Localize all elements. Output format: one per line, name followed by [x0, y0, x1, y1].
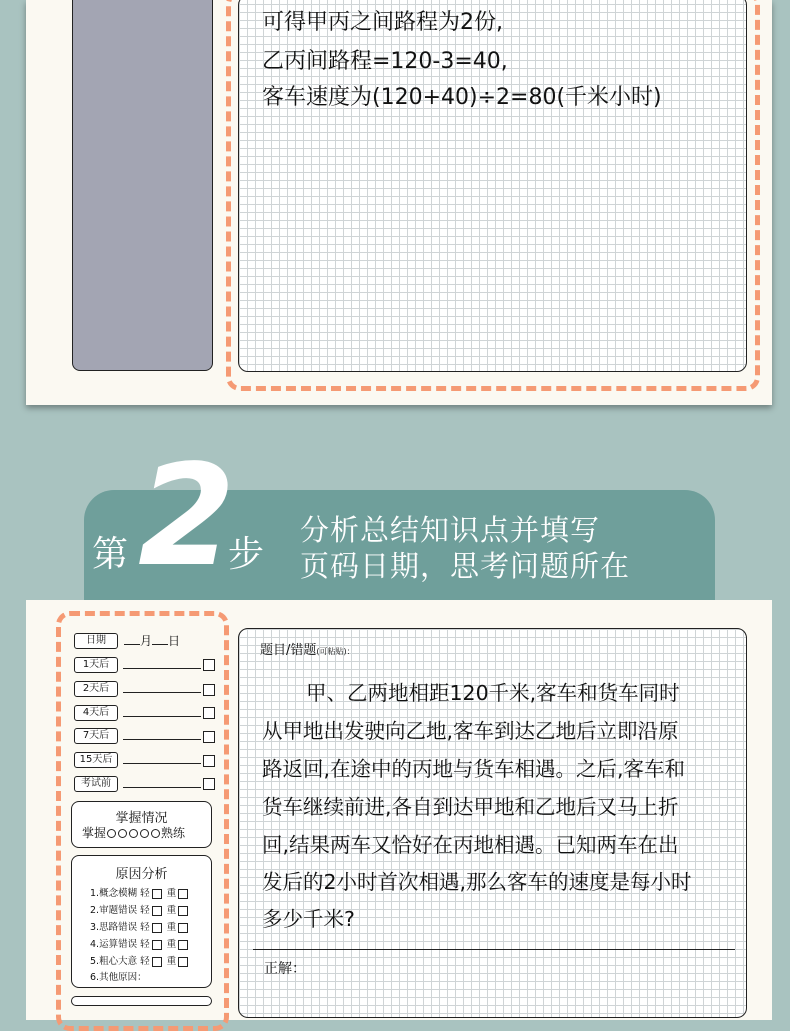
question-line-2: 从甲地出发驶向乙地,客车到达乙地后立即沿原 — [262, 719, 679, 743]
cause-label-4: 4.运算错误 — [90, 939, 138, 950]
heavy-label: 重 — [166, 956, 177, 967]
review-label-1: 1天后 — [74, 657, 118, 673]
cause-heavy-checkbox-3[interactable] — [178, 923, 188, 933]
mastery-scale — [82, 824, 185, 841]
step-text-line-2: 页码日期，思考问题所在 — [300, 549, 631, 583]
step-number: 2 — [138, 435, 236, 598]
solution-line-2: 乙丙间路程=120-3=40, — [262, 49, 508, 74]
date-field[interactable] — [124, 632, 180, 649]
day-label: 日 — [168, 634, 181, 648]
review-line-2[interactable] — [123, 692, 201, 693]
cause-heavy-checkbox-1[interactable] — [178, 889, 188, 899]
cause-row-5 — [90, 953, 190, 967]
question-line-4: 货车继续前进,各自到达甲地和乙地后又马上折 — [262, 795, 679, 819]
review-line-6[interactable] — [123, 787, 201, 788]
solution-line-3: 客车速度为(120+40)÷2=80(千米小时) — [262, 85, 662, 110]
review-line-1[interactable] — [123, 668, 201, 669]
review-checkbox-2[interactable] — [203, 684, 215, 696]
question-line-7: 多少千米? — [262, 907, 355, 931]
cause-heavy-checkbox-4[interactable] — [178, 940, 188, 950]
cause-label-3: 3.思路错误 — [90, 922, 138, 933]
answer-label: 正解： — [264, 961, 306, 977]
cause-light-checkbox-3[interactable] — [152, 923, 162, 933]
review-checkbox-5[interactable] — [203, 755, 215, 767]
sidebar-panel-top — [72, 0, 213, 371]
mastery-high-label: 熟练 — [161, 826, 186, 840]
heavy-label: 重 — [166, 888, 177, 899]
review-label-5: 15天后 — [74, 752, 118, 768]
heavy-label: 重 — [166, 922, 177, 933]
mastery-radio-3[interactable] — [129, 829, 138, 838]
question-line-1: 甲、乙两地相距120千米,客车和货车同时 — [306, 681, 680, 705]
next-panel-edge — [71, 996, 212, 1006]
review-line-5[interactable] — [123, 763, 201, 764]
mastery-title: 掌握情况 — [115, 811, 168, 826]
mastery-radio-2[interactable] — [118, 829, 127, 838]
light-label: 轻 — [140, 905, 150, 916]
review-label-6: 考试前 — [74, 776, 118, 792]
light-label: 轻 — [140, 956, 150, 967]
question-header-label: 题目/错题 — [260, 643, 317, 658]
answer-divider — [253, 949, 735, 950]
light-label: 轻 — [140, 922, 150, 933]
review-checkbox-1[interactable] — [203, 659, 215, 671]
light-label: 轻 — [140, 939, 150, 950]
mastery-panel — [71, 801, 212, 848]
cause-row-4 — [90, 936, 190, 950]
mastery-radio-1[interactable] — [107, 829, 116, 838]
review-checkbox-4[interactable] — [203, 731, 215, 743]
question-line-5: 回,结果两车又恰好在丙地相遇。已知两车在出 — [262, 833, 679, 857]
question-line-3: 路返回,在途中的丙地与货车相遇。之后,客车和 — [262, 757, 686, 781]
question-header — [260, 639, 355, 658]
step-text-line-1: 分析总结知识点并填写 — [300, 513, 601, 547]
review-label-2: 2天后 — [74, 681, 118, 697]
cause-light-checkbox-5[interactable] — [152, 957, 162, 967]
cause-light-checkbox-1[interactable] — [152, 889, 162, 899]
month-label: 月 — [140, 634, 153, 648]
cause-light-checkbox-2[interactable] — [152, 906, 162, 916]
light-label: 轻 — [140, 888, 150, 899]
review-line-4[interactable] — [123, 739, 201, 740]
question-header-note: (可粘贴)： — [316, 647, 355, 656]
mastery-low-label: 掌握 — [82, 826, 107, 840]
question-line-6: 发后的2小时首次相遇,那么客车的速度是每小时 — [262, 870, 692, 894]
cause-panel — [71, 855, 212, 988]
cause-row-2 — [90, 902, 190, 916]
cause-row-6[interactable]: 6.其他原因： — [90, 972, 147, 983]
cause-heavy-checkbox-5[interactable] — [178, 957, 188, 967]
heavy-label: 重 — [166, 939, 177, 950]
mastery-radio-5[interactable] — [151, 829, 160, 838]
cause-label-5: 5.粗心大意 — [90, 956, 138, 967]
cause-light-checkbox-4[interactable] — [152, 940, 162, 950]
cause-label-1: 1.概念模糊 — [90, 888, 138, 899]
cause-heavy-checkbox-2[interactable] — [178, 906, 188, 916]
solution-line-1: 可得甲丙之间路程为2份, — [262, 10, 503, 35]
cause-row-1 — [90, 885, 190, 899]
review-label-3: 4天后 — [74, 705, 118, 721]
heavy-label: 重 — [166, 905, 177, 916]
cause-title: 原因分析 — [115, 867, 168, 882]
review-label-4: 7天后 — [74, 728, 118, 744]
review-checkbox-6[interactable] — [203, 778, 215, 790]
review-line-3[interactable] — [123, 716, 201, 717]
mastery-radio-4[interactable] — [140, 829, 149, 838]
review-checkbox-3[interactable] — [203, 707, 215, 719]
date-label: 日期 — [74, 633, 118, 649]
step-suffix: 步 — [228, 534, 265, 575]
step-prefix: 第 — [92, 534, 129, 575]
cause-row-3 — [90, 919, 190, 933]
cause-label-2: 2.审题错误 — [90, 905, 138, 916]
